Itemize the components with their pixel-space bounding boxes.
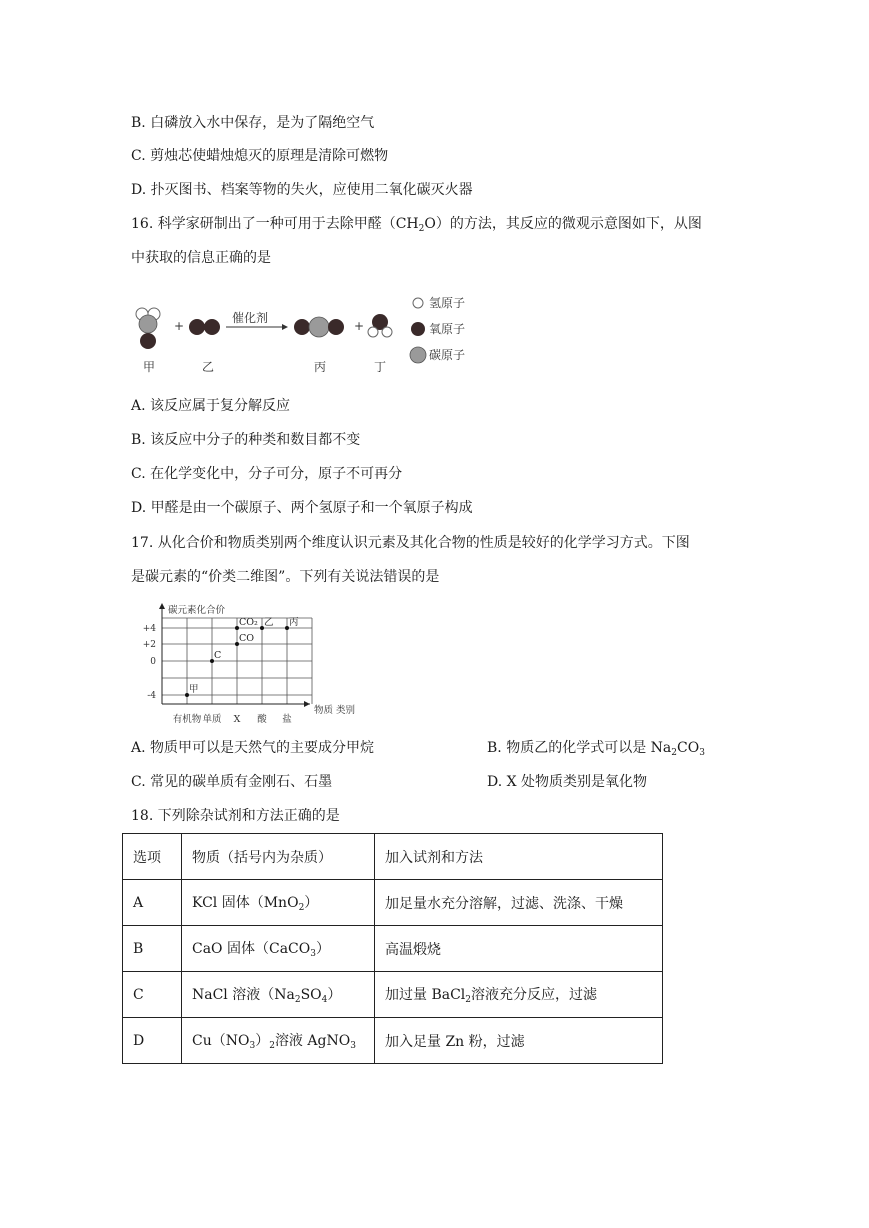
cell-substance <box>182 926 375 972</box>
cell-substance-sub: 3 <box>249 1041 256 1051</box>
cell-substance-text: ） <box>327 987 342 1003</box>
legend-hydrogen: 氢原子 <box>429 296 466 310</box>
point-label: 甲 <box>189 684 199 695</box>
cell-substance-text: NaCl 溶液（Na <box>192 987 295 1003</box>
q16-stem-line1 <box>131 214 702 239</box>
cell-substance-text: ） <box>304 895 319 911</box>
q16-stem-sub: 2 <box>418 224 425 234</box>
molecule-ding <box>368 314 392 337</box>
molecule-bing <box>294 317 344 337</box>
molecule-yi <box>189 319 220 335</box>
x-tick-label: 单质 <box>202 714 222 725</box>
cell-option: D <box>123 1018 182 1064</box>
q17-option-b <box>487 738 705 763</box>
q16-stem-pre: 16. 科学家研制出了一种可用于去除甲醛（CH <box>131 216 419 232</box>
q15-option-d: D. 扑灭图书、档案等物的失火，应使用二氧化碳灭火器 <box>131 182 473 198</box>
q16-stem-line2: 中获取的信息正确的是 <box>131 250 271 266</box>
y-tick-label: +4 <box>142 624 156 634</box>
q17-option-c: C. 常见的碳单质有金刚石、石墨 <box>131 774 333 790</box>
chart-x-ticks <box>173 713 293 725</box>
y-axis-arrow <box>159 603 165 609</box>
legend-oxygen-marker <box>411 322 425 336</box>
chart-points <box>185 617 299 697</box>
cell-substance <box>182 880 375 926</box>
catalyst-label: 催化剂 <box>232 311 269 325</box>
legend-carbon: 碳原子 <box>429 348 466 362</box>
plus-sign-1: + <box>174 319 185 333</box>
q17-option-a: A. 物质甲可以是天然气的主要成分甲烷 <box>131 740 375 756</box>
cell-substance-sub: 2 <box>294 995 301 1005</box>
point-label: CO₂ <box>239 617 258 628</box>
label-ding: 丁 <box>374 360 387 374</box>
q17-option-b-pre: B. 物质乙的化学式可以是 Na <box>487 740 672 756</box>
table-row <box>123 1018 663 1064</box>
cell-option: B <box>123 926 182 972</box>
x-tick-label: 有机物 <box>172 714 202 725</box>
q17-stem-line2: 是碳元素的“价类二维图”。下列有关说法错误的是 <box>131 569 440 585</box>
cell-method: 加足量水充分溶解，过滤、洗涤、干燥 <box>375 880 663 926</box>
table-row <box>123 880 663 926</box>
header-option: 选项 <box>123 834 182 880</box>
q15-option-c: C. 剪烛芯使蜡烛熄灭的原理是清除可燃物 <box>131 148 389 164</box>
cell-method-text: 溶液充分反应，过滤 <box>471 987 598 1003</box>
cell-substance-sub: 2 <box>298 903 305 913</box>
y-tick-label: +2 <box>142 640 156 650</box>
cell-substance-sub: 3 <box>310 949 316 959</box>
point-label: CO <box>239 633 255 644</box>
cell-substance-sub: 3 <box>350 1041 356 1051</box>
label-bing: 丙 <box>314 360 327 374</box>
chart-grid <box>162 618 312 704</box>
q16-option-a: A. 该反应属于复分解反应 <box>131 398 291 414</box>
chart-xlabel: 物质 类别 <box>314 705 356 716</box>
cell-substance-text: KCl 固体（MnO <box>192 895 299 911</box>
valence-class-chart <box>130 600 370 730</box>
x-tick-label: 酸 <box>257 714 267 725</box>
cell-method-sub: 2 <box>465 995 472 1005</box>
molecule-jia <box>136 308 160 349</box>
point-label: C <box>214 650 222 661</box>
plus-sign-2: + <box>354 319 365 333</box>
q18-table <box>122 833 663 1064</box>
q16-stem-post: O）的方法，其反应的微观示意图如下，从图 <box>424 216 702 232</box>
cell-substance-sub: 4 <box>321 995 328 1005</box>
table-row <box>123 972 663 1018</box>
q17-option-b-mid: CO <box>676 740 700 756</box>
cell-substance-text: CaO 固体（CaCO <box>192 941 311 957</box>
q17-stem-line1: 17. 从化合价和物质类别两个维度认识元素及其化合物的性质是较好的化学学习方式。下图 <box>131 535 690 551</box>
chart-y-ticks <box>143 624 157 701</box>
reaction-diagram <box>134 292 484 378</box>
legend-oxygen: 氧原子 <box>429 322 466 336</box>
q17-option-d: D. X 处物质类别是氧化物 <box>487 774 648 790</box>
point-label: 丙 <box>289 617 299 628</box>
q15-option-b: B. 白磷放入水中保存，是为了隔绝空气 <box>131 115 375 131</box>
cell-option: A <box>123 880 182 926</box>
legend-hydrogen-marker <box>413 298 423 308</box>
cell-method <box>375 972 663 1018</box>
x-tick-label: 盐 <box>282 714 292 725</box>
q16-option-d: D. 甲醛是由一个碳原子、两个氢原子和一个氧原子构成 <box>131 500 473 516</box>
header-substance: 物质（括号内为杂质） <box>182 834 375 880</box>
cell-option: C <box>123 972 182 1018</box>
header-method: 加入试剂和方法 <box>375 834 663 880</box>
cell-method-text: 加过量 BaCl <box>385 987 466 1003</box>
y-tick-label: -4 <box>147 691 156 701</box>
point-label: 乙 <box>264 617 274 628</box>
y-tick-label: 0 <box>150 657 156 667</box>
q17-option-b-sub2: 3 <box>699 748 705 758</box>
q16-option-c: C. 在化学变化中，分子可分，原子不可再分 <box>131 466 403 482</box>
cell-substance-text: ） <box>255 1033 270 1049</box>
cell-substance-text: 溶液 AgNO <box>274 1033 351 1049</box>
label-jia: 甲 <box>143 360 156 374</box>
label-yi: 乙 <box>202 360 215 374</box>
cell-substance-text: SO <box>300 987 322 1003</box>
cell-substance-sub: 2 <box>269 1041 275 1051</box>
table-row <box>123 926 663 972</box>
q16-option-b: B. 该反应中分子的种类和数目都不变 <box>131 432 361 448</box>
cell-substance-text: Cu（NO <box>192 1033 250 1049</box>
q18-stem: 18. 下列除杂试剂和方法正确的是 <box>131 808 340 824</box>
x-tick-label: X <box>233 714 241 725</box>
chart-ylabel: 碳元素化合价 <box>168 605 226 616</box>
reaction-arrow-head <box>282 324 288 330</box>
cell-substance <box>182 972 375 1018</box>
cell-substance <box>182 1018 375 1064</box>
cell-method: 高温煅烧 <box>375 926 663 972</box>
cell-substance-text: ） <box>315 941 330 957</box>
cell-method: 加入足量 Zn 粉，过滤 <box>375 1018 663 1064</box>
table-header-row <box>123 834 663 880</box>
x-axis-arrow <box>304 701 310 707</box>
legend-carbon-marker <box>410 347 426 363</box>
q17-option-b-sub1: 2 <box>671 748 677 758</box>
